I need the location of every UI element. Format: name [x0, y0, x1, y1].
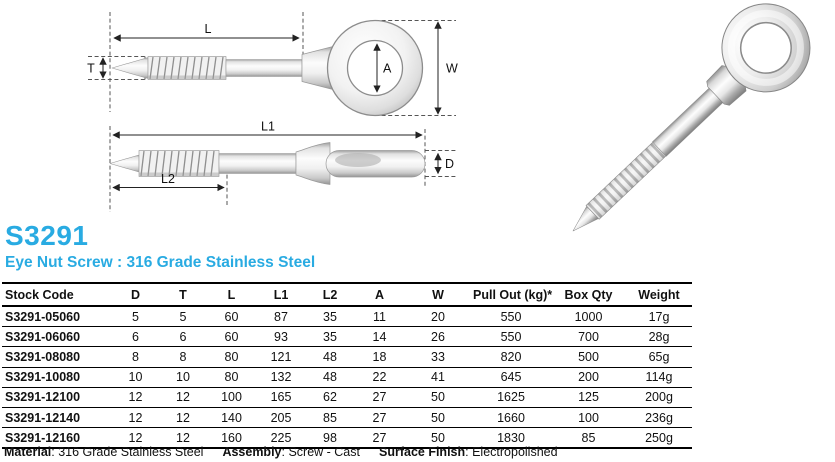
value-cell: 98	[306, 428, 354, 449]
value-cell: 700	[551, 327, 626, 347]
value-cell: 205	[256, 407, 306, 427]
column-header: L1	[256, 283, 306, 306]
value-cell: 41	[405, 367, 471, 387]
value-cell: 50	[405, 387, 471, 407]
value-cell: 11	[354, 306, 405, 327]
stock-code-cell: S3291-12140	[2, 407, 112, 427]
value-cell: 125	[551, 387, 626, 407]
value-cell: 85	[306, 407, 354, 427]
value-cell: 114g	[626, 367, 692, 387]
value-cell: 12	[112, 387, 159, 407]
table-header-row	[2, 283, 692, 306]
value-cell: 12	[112, 407, 159, 427]
dim-label-L: L	[204, 22, 212, 36]
footer-label: Material	[4, 445, 52, 459]
product-description: Eye Nut Screw : 316 Grade Stainless Steel	[5, 254, 316, 272]
column-header: T	[159, 283, 207, 306]
value-cell: 160	[207, 428, 256, 449]
value-cell: 80	[207, 347, 256, 367]
value-cell: 35	[306, 327, 354, 347]
value-cell: 132	[256, 367, 306, 387]
value-cell: 5	[159, 306, 207, 327]
spec-table-body	[2, 306, 692, 448]
value-cell: 820	[471, 347, 551, 367]
material-footer	[4, 445, 558, 459]
value-cell: 35	[306, 306, 354, 327]
column-header: A	[354, 283, 405, 306]
column-header: D	[112, 283, 159, 306]
value-cell: 200	[551, 367, 626, 387]
value-cell: 48	[306, 347, 354, 367]
dim-label-W: W	[446, 61, 458, 76]
table-row	[2, 407, 692, 427]
dim-label-L2: L2	[161, 172, 175, 186]
value-cell: 33	[405, 347, 471, 367]
value-cell: 10	[112, 367, 159, 387]
value-cell: 6	[112, 327, 159, 347]
value-cell: 20	[405, 306, 471, 327]
value-cell: 1660	[471, 407, 551, 427]
value-cell: 165	[256, 387, 306, 407]
value-cell: 27	[354, 407, 405, 427]
value-cell: 60	[207, 327, 256, 347]
value-cell: 60	[207, 306, 256, 327]
value-cell: 22	[354, 367, 405, 387]
value-cell: 12	[159, 407, 207, 427]
value-cell: 236g	[626, 407, 692, 427]
value-cell: 87	[256, 306, 306, 327]
dim-label-A: A	[383, 61, 392, 76]
table-row	[2, 327, 692, 347]
value-cell: 27	[354, 428, 405, 449]
stock-code-cell: S3291-10080	[2, 367, 112, 387]
stock-code-cell: S3291-12160	[2, 428, 112, 449]
value-cell: 10	[159, 367, 207, 387]
table-row	[2, 347, 692, 367]
value-cell: 100	[207, 387, 256, 407]
technical-drawing	[0, 0, 470, 222]
footer-item: Assembly: Screw - Cast	[222, 445, 360, 459]
footer-label: Surface Finish	[379, 445, 466, 459]
value-cell: 200g	[626, 387, 692, 407]
value-cell: 50	[405, 428, 471, 449]
value-cell: 1000	[551, 306, 626, 327]
column-header: Box Qty	[551, 283, 626, 306]
value-cell: 27	[354, 387, 405, 407]
value-cell: 62	[306, 387, 354, 407]
value-cell: 140	[207, 407, 256, 427]
value-cell: 26	[405, 327, 471, 347]
value-cell: 12	[112, 428, 159, 449]
value-cell: 645	[471, 367, 551, 387]
value-cell: 500	[551, 347, 626, 367]
value-cell: 550	[471, 306, 551, 327]
table-row	[2, 367, 692, 387]
value-cell: 1830	[471, 428, 551, 449]
footer-label: Assembly	[222, 445, 282, 459]
table-row	[2, 387, 692, 407]
dim-label-L1: L1	[261, 119, 275, 134]
value-cell: 12	[159, 428, 207, 449]
value-cell: 121	[256, 347, 306, 367]
column-header: W	[405, 283, 471, 306]
dim-label-T: T	[87, 61, 95, 76]
value-cell: 80	[207, 367, 256, 387]
value-cell: 85	[551, 428, 626, 449]
column-header: L2	[306, 283, 354, 306]
value-cell: 28g	[626, 327, 692, 347]
diagram-side-view	[87, 12, 458, 116]
value-cell: 65g	[626, 347, 692, 367]
column-header: Pull Out (kg)*	[471, 283, 551, 306]
value-cell: 1625	[471, 387, 551, 407]
stock-code-cell: S3291-05060	[2, 306, 112, 327]
stock-code-cell: S3291-06060	[2, 327, 112, 347]
value-cell: 250g	[626, 428, 692, 449]
value-cell: 8	[159, 347, 207, 367]
diagram-top-view	[110, 120, 456, 213]
value-cell: 12	[159, 387, 207, 407]
dim-label-D: D	[445, 157, 455, 171]
footer-item: Surface Finish: Electropolished	[379, 445, 558, 459]
value-cell: 14	[354, 327, 405, 347]
value-cell: 93	[256, 327, 306, 347]
column-header: Weight	[626, 283, 692, 306]
value-cell: 8	[112, 347, 159, 367]
value-cell: 48	[306, 367, 354, 387]
value-cell: 18	[354, 347, 405, 367]
value-cell: 225	[256, 428, 306, 449]
value-cell: 6	[159, 327, 207, 347]
value-cell: 5	[112, 306, 159, 327]
footer-item: Material: 316 Grade Stainless Steel	[4, 445, 204, 459]
stock-code-cell: S3291-08080	[2, 347, 112, 367]
value-cell: 100	[551, 407, 626, 427]
stock-code-cell: S3291-12100	[2, 387, 112, 407]
value-cell: 17g	[626, 306, 692, 327]
column-header: L	[207, 283, 256, 306]
title-block	[5, 221, 315, 271]
value-cell: 550	[471, 327, 551, 347]
product-code: S3291	[5, 220, 89, 251]
table-row	[2, 306, 692, 327]
value-cell: 50	[405, 407, 471, 427]
product-photo	[540, 0, 835, 245]
spec-table	[2, 282, 692, 449]
column-header: Stock Code	[2, 283, 112, 306]
